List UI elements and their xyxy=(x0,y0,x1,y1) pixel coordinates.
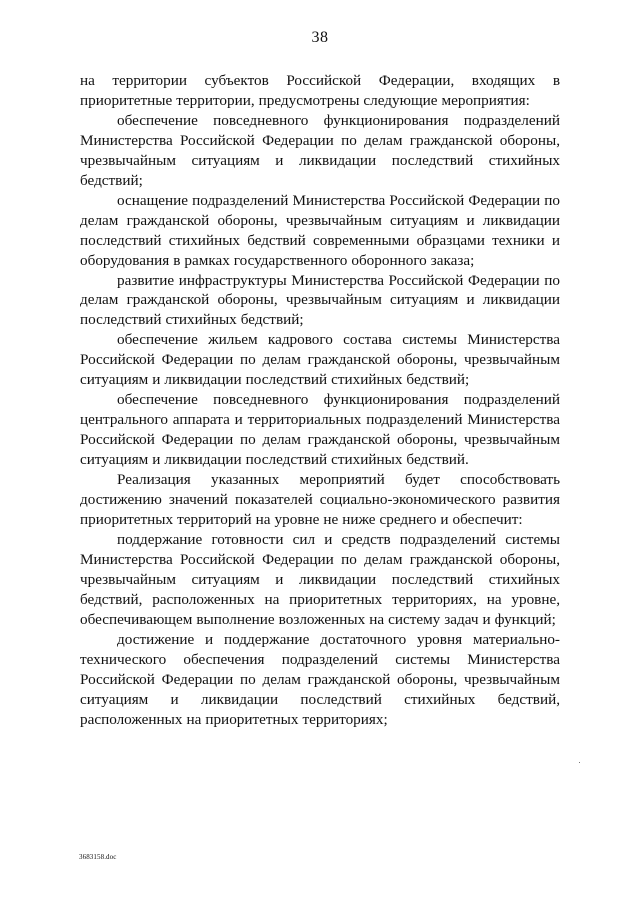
paragraph: поддержание готовности сил и средств подразделений системы Министерства Российской Федерации по делам гражданской обороны, чрезвычайным ситуациям и ликвидации последствий стихийных бедствий, расположенных на приоритетных территориях, на уровне, обеспечивающем выполнение возложенных на систему задач и функций; xyxy=(80,530,560,628)
paragraph: достижение и поддержание достаточного уровня материально-технического обеспечения подразделений системы Министерства Российской Федерации по делам гражданской обороны, чрезвычайным ситуациям и ликвидации последствий стихийных бедствий, расположенных на приоритетных территориях; xyxy=(80,630,560,728)
paragraph: Реализация указанных мероприятий будет способствовать достижению значений показателей социально-экономического развития приоритетных территорий на уровне не ниже среднего и обеспечит: xyxy=(80,471,560,528)
paragraph: на территории субъектов Российской Федерации, входящих в приоритетные территории, предусмотрены следующие мероприятия: xyxy=(80,72,560,109)
file-name-footer: 3683158.doc xyxy=(79,853,117,861)
paragraph: оснащение подразделений Министерства Российской Федерации по делам гражданской обороны, чрезвычайным ситуациям и ликвидации последствий стихийных бедствий современными образцами техники и оборудования в рамках государственного оборонного заказа; xyxy=(80,191,560,269)
page-number: 38 xyxy=(311,29,329,46)
paragraph: обеспечение повседневного функционирования подразделений Министерства Российской Федерации по делам гражданской обороны, чрезвычайным ситуациям и ликвидации последствий стихийных бедствий; xyxy=(80,111,560,189)
paragraph: обеспечение жильем кадрового состава системы Министерства Российской Федерации по делам гражданской обороны, чрезвычайным ситуациям и ликвидации последствий стихийных бедствий; xyxy=(80,331,560,389)
scan-speck xyxy=(579,762,580,763)
paragraph: обеспечение повседневного функционирования подразделений центрального аппарата и территориальных подразделений Министерства Российской Федерации по делам гражданской обороны, чрезвычайным ситуациям и ликвидации последствий стихийных бедствий. xyxy=(80,391,560,469)
document-body xyxy=(80,71,560,729)
paragraph: развитие инфраструктуры Министерства Российской Федерации по делам гражданской обороны, чрезвычайным ситуациям и ликвидации последствий стихийных бедствий; xyxy=(80,271,560,329)
